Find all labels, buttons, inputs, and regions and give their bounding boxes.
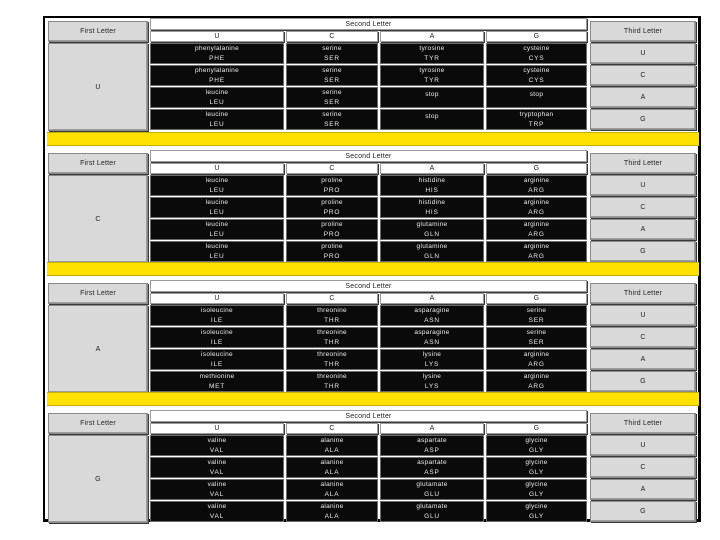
- amino-acid-abbreviation: ASP: [424, 446, 440, 454]
- amino-acid-abbreviation: THR: [324, 382, 340, 390]
- codon-cell: [486, 109, 587, 130]
- amino-acid-name: isoleucine: [201, 306, 233, 314]
- amino-acid-abbreviation: SER: [324, 76, 340, 84]
- codon-cell: [380, 435, 484, 456]
- codon-cell: [286, 219, 378, 240]
- amino-acid-abbreviation: PHE: [209, 76, 225, 84]
- amino-acid-abbreviation: SER: [324, 98, 340, 106]
- amino-acid-abbreviation: MET: [208, 382, 226, 390]
- amino-acid-name: arginine: [523, 372, 550, 380]
- amino-acid-abbreviation: TRP: [528, 120, 545, 128]
- amino-acid-abbreviation: ALA: [324, 446, 340, 454]
- codon-cell: [150, 371, 284, 392]
- codon-cell: [380, 501, 484, 522]
- codon-cell: [286, 479, 378, 500]
- codon-cell: [486, 219, 587, 240]
- codon-block-a: [47, 280, 699, 396]
- amino-acid-abbreviation: PHE: [209, 54, 225, 62]
- amino-acid-abbreviation: CYS: [528, 76, 545, 84]
- amino-acid-name: glycine: [525, 480, 548, 488]
- second-letter-base: A: [380, 423, 484, 434]
- amino-acid-abbreviation: VAL: [209, 490, 225, 498]
- third-letter-value: U: [590, 43, 696, 64]
- amino-acid-abbreviation: PRO: [323, 186, 341, 194]
- codon-cell: [150, 87, 284, 108]
- amino-acid-name: histidine: [418, 198, 446, 206]
- third-letter-value: U: [590, 175, 696, 196]
- codon-cell: [150, 43, 284, 64]
- codon-cell: [486, 435, 587, 456]
- amino-acid-abbreviation: THR: [324, 338, 340, 346]
- amino-acid-name: glycine: [525, 458, 548, 466]
- amino-acid-abbreviation: SER: [528, 338, 545, 346]
- separator-band: [47, 132, 699, 146]
- amino-acid-abbreviation: ARG: [528, 208, 545, 216]
- third-letter-value: A: [590, 479, 696, 500]
- codon-cell: [150, 219, 284, 240]
- codon-cell: [380, 87, 484, 108]
- codon-cell: [486, 87, 587, 108]
- codon-cell: [380, 109, 484, 130]
- codon-cell: [150, 175, 284, 196]
- codon-cell: [486, 241, 587, 262]
- codon-cell: [380, 479, 484, 500]
- codon-cell: [150, 65, 284, 86]
- third-letter-value: C: [590, 327, 696, 348]
- amino-acid-name: proline: [321, 220, 343, 228]
- amino-acid-name: tryptophan: [519, 110, 554, 118]
- first-letter-value: G: [48, 435, 148, 523]
- amino-acid-abbreviation: ASN: [424, 316, 440, 324]
- second-letter-base: U: [150, 293, 284, 304]
- third-letter-header: Third Letter: [590, 283, 696, 304]
- third-letter-value: G: [590, 109, 696, 130]
- amino-acid-name: leucine: [205, 242, 229, 250]
- first-letter-header: First Letter: [48, 153, 148, 174]
- third-letter-value: C: [590, 457, 696, 478]
- amino-acid-name: alanine: [320, 502, 344, 510]
- amino-acid-name: leucine: [205, 220, 229, 228]
- codon-cell: [286, 327, 378, 348]
- codon-cell: [286, 435, 378, 456]
- codon-cell: [150, 501, 284, 522]
- amino-acid-name: alanine: [320, 480, 344, 488]
- amino-acid-name: valine: [207, 502, 227, 510]
- amino-acid-abbreviation: TYR: [424, 76, 440, 84]
- codon-cell: [286, 305, 378, 326]
- amino-acid-name: proline: [321, 198, 343, 206]
- third-letter-value: C: [590, 65, 696, 86]
- second-letter-header: Second Letter: [150, 280, 587, 292]
- amino-acid-abbreviation: VAL: [209, 512, 225, 520]
- amino-acid-name: isoleucine: [201, 350, 233, 358]
- codon-cell: [380, 327, 484, 348]
- amino-acid-name: arginine: [523, 242, 550, 250]
- amino-acid-name: serine: [526, 328, 547, 336]
- codon-cell: [380, 371, 484, 392]
- amino-acid-name: threonine: [317, 350, 347, 358]
- third-letter-value: U: [590, 435, 696, 456]
- second-letter-base: G: [486, 293, 587, 304]
- amino-acid-name: glutamine: [416, 242, 448, 250]
- amino-acid-name: alanine: [320, 458, 344, 466]
- amino-acid-name: methionine: [199, 372, 235, 380]
- codon-cell: [286, 43, 378, 64]
- codon-cell: [286, 65, 378, 86]
- amino-acid-name: threonine: [317, 372, 347, 380]
- amino-acid-abbreviation: SER: [528, 316, 545, 324]
- amino-acid-name: stop: [425, 91, 439, 98]
- codon-cell: [286, 501, 378, 522]
- codon-cell: [150, 479, 284, 500]
- amino-acid-name: glutamate: [416, 480, 448, 488]
- amino-acid-name: serine: [322, 110, 342, 118]
- codon-block-u: [47, 18, 699, 134]
- third-letter-value: C: [590, 197, 696, 218]
- second-letter-header: Second Letter: [150, 18, 587, 30]
- amino-acid-abbreviation: GLY: [529, 490, 544, 498]
- amino-acid-abbreviation: LEU: [209, 230, 225, 238]
- amino-acid-abbreviation: PRO: [323, 208, 341, 216]
- amino-acid-abbreviation: LEU: [209, 252, 225, 260]
- codon-cell: [486, 501, 587, 522]
- amino-acid-name: stop: [529, 91, 544, 98]
- second-letter-base: G: [486, 163, 587, 174]
- amino-acid-name: leucine: [205, 176, 229, 184]
- amino-acid-abbreviation: ILE: [210, 360, 224, 368]
- amino-acid-abbreviation: ILE: [210, 316, 224, 324]
- codon-cell: [486, 349, 587, 370]
- amino-acid-name: asparagine: [414, 328, 450, 336]
- amino-acid-name: arginine: [523, 350, 550, 358]
- second-letter-base: A: [380, 293, 484, 304]
- amino-acid-name: tyrosine: [419, 66, 445, 74]
- codon-cell: [486, 327, 587, 348]
- first-letter-header: First Letter: [48, 413, 148, 434]
- codon-cell: [150, 109, 284, 130]
- amino-acid-name: threonine: [317, 306, 347, 314]
- amino-acid-name: proline: [321, 176, 343, 184]
- third-letter-value: A: [590, 219, 696, 240]
- amino-acid-name: tyrosine: [419, 44, 445, 52]
- amino-acid-name: proline: [321, 242, 343, 250]
- amino-acid-name: aspartate: [417, 436, 447, 444]
- amino-acid-name: phenylalanine: [194, 44, 240, 52]
- second-letter-base: C: [286, 423, 378, 434]
- codon-cell: [486, 457, 587, 478]
- first-letter-value: U: [48, 43, 148, 131]
- amino-acid-abbreviation: GLY: [529, 446, 544, 454]
- amino-acid-abbreviation: PRO: [323, 230, 341, 238]
- amino-acid-abbreviation: TYR: [424, 54, 440, 62]
- codon-cell: [150, 349, 284, 370]
- separator-band: [47, 392, 699, 406]
- codon-cell: [150, 305, 284, 326]
- amino-acid-abbreviation: ALA: [324, 468, 340, 476]
- amino-acid-name: glutamine: [416, 220, 448, 228]
- amino-acid-abbreviation: CYS: [528, 54, 545, 62]
- amino-acid-name: glycine: [525, 436, 548, 444]
- amino-acid-name: glycine: [525, 502, 548, 510]
- codon-cell: [286, 241, 378, 262]
- codon-cell: [486, 43, 587, 64]
- codon-cell: [150, 435, 284, 456]
- amino-acid-abbreviation: GLY: [529, 512, 544, 520]
- codon-cell: [380, 197, 484, 218]
- amino-acid-name: asparagine: [414, 306, 450, 314]
- codon-cell: [380, 305, 484, 326]
- amino-acid-name: valine: [207, 458, 227, 466]
- amino-acid-name: serine: [322, 44, 342, 52]
- amino-acid-name: valine: [207, 480, 227, 488]
- amino-acid-abbreviation: VAL: [209, 468, 225, 476]
- amino-acid-abbreviation: THR: [324, 360, 340, 368]
- amino-acid-name: leucine: [205, 88, 229, 96]
- amino-acid-name: arginine: [523, 198, 550, 206]
- amino-acid-name: lysine: [422, 350, 442, 358]
- amino-acid-name: stop: [425, 113, 439, 120]
- amino-acid-abbreviation: ARG: [528, 382, 545, 390]
- codon-cell: [286, 197, 378, 218]
- codon-cell: [380, 175, 484, 196]
- second-letter-base: C: [286, 163, 378, 174]
- amino-acid-abbreviation: SER: [324, 54, 340, 62]
- amino-acid-name: arginine: [523, 220, 550, 228]
- codon-cell: [380, 219, 484, 240]
- codon-cell: [486, 175, 587, 196]
- amino-acid-abbreviation: LEU: [209, 186, 225, 194]
- amino-acid-name: histidine: [418, 176, 446, 184]
- first-letter-value: C: [48, 175, 148, 263]
- amino-acid-name: cysteine: [523, 66, 550, 74]
- amino-acid-abbreviation: ARG: [528, 252, 545, 260]
- first-letter-header: First Letter: [48, 21, 148, 42]
- codon-cell: [286, 371, 378, 392]
- codon-cell: [486, 371, 587, 392]
- codon-cell: [486, 305, 587, 326]
- amino-acid-name: serine: [322, 66, 342, 74]
- first-letter-header: First Letter: [48, 283, 148, 304]
- amino-acid-abbreviation: GLN: [424, 230, 440, 238]
- amino-acid-abbreviation: PRO: [323, 252, 341, 260]
- codon-cell: [380, 241, 484, 262]
- codon-cell: [286, 349, 378, 370]
- amino-acid-name: leucine: [205, 198, 229, 206]
- codon-cell: [380, 43, 484, 64]
- amino-acid-abbreviation: GLN: [424, 252, 440, 260]
- codon-cell: [150, 197, 284, 218]
- codon-cell: [380, 349, 484, 370]
- amino-acid-abbreviation: HIS: [425, 186, 439, 194]
- amino-acid-abbreviation: GLU: [424, 490, 440, 498]
- amino-acid-name: serine: [322, 88, 342, 96]
- codon-block-g: [47, 410, 699, 526]
- amino-acid-abbreviation: ALA: [324, 512, 340, 520]
- second-letter-base: G: [486, 31, 587, 42]
- amino-acid-name: phenylalanine: [194, 66, 240, 74]
- codon-cell: [150, 457, 284, 478]
- second-letter-base: A: [380, 163, 484, 174]
- amino-acid-abbreviation: ILE: [210, 338, 224, 346]
- amino-acid-abbreviation: ARG: [528, 230, 545, 238]
- third-letter-header: Third Letter: [590, 153, 696, 174]
- third-letter-header: Third Letter: [590, 413, 696, 434]
- third-letter-value: A: [590, 87, 696, 108]
- codon-cell: [486, 197, 587, 218]
- amino-acid-abbreviation: ASP: [424, 468, 440, 476]
- second-letter-base: G: [486, 423, 587, 434]
- amino-acid-abbreviation: ARG: [528, 360, 545, 368]
- second-letter-base: U: [150, 423, 284, 434]
- third-letter-value: G: [590, 241, 696, 262]
- amino-acid-abbreviation: ALA: [324, 490, 340, 498]
- amino-acid-name: threonine: [317, 328, 347, 336]
- amino-acid-abbreviation: THR: [324, 316, 340, 324]
- codon-cell: [286, 109, 378, 130]
- third-letter-value: A: [590, 349, 696, 370]
- amino-acid-name: arginine: [523, 176, 550, 184]
- amino-acid-name: lysine: [422, 372, 442, 380]
- third-letter-value: G: [590, 501, 696, 522]
- second-letter-header: Second Letter: [150, 150, 587, 162]
- codon-cell: [486, 65, 587, 86]
- amino-acid-abbreviation: ARG: [528, 186, 545, 194]
- amino-acid-name: leucine: [205, 110, 229, 118]
- codon-cell: [486, 479, 587, 500]
- codon-cell: [286, 175, 378, 196]
- amino-acid-abbreviation: HIS: [425, 208, 439, 216]
- codon-cell: [150, 241, 284, 262]
- amino-acid-abbreviation: LEU: [209, 98, 225, 106]
- amino-acid-abbreviation: LEU: [209, 120, 225, 128]
- amino-acid-name: glutamate: [416, 502, 448, 510]
- amino-acid-abbreviation: LEU: [209, 208, 225, 216]
- codon-cell: [286, 87, 378, 108]
- amino-acid-name: valine: [207, 436, 227, 444]
- second-letter-base: U: [150, 31, 284, 42]
- amino-acid-abbreviation: VAL: [209, 446, 225, 454]
- second-letter-base: C: [286, 293, 378, 304]
- codon-cell: [380, 457, 484, 478]
- amino-acid-abbreviation: LYS: [424, 360, 440, 368]
- amino-acid-name: serine: [526, 306, 547, 314]
- amino-acid-name: isoleucine: [201, 328, 233, 336]
- amino-acid-abbreviation: ASN: [424, 338, 440, 346]
- codon-block-c: [47, 150, 699, 266]
- third-letter-value: G: [590, 371, 696, 392]
- second-letter-base: C: [286, 31, 378, 42]
- amino-acid-abbreviation: LYS: [424, 382, 440, 390]
- second-letter-header: Second Letter: [150, 410, 587, 422]
- third-letter-header: Third Letter: [590, 21, 696, 42]
- amino-acid-name: aspartate: [417, 458, 447, 466]
- third-letter-value: U: [590, 305, 696, 326]
- second-letter-base: U: [150, 163, 284, 174]
- amino-acid-name: cysteine: [523, 44, 550, 52]
- amino-acid-name: alanine: [320, 436, 344, 444]
- amino-acid-abbreviation: SER: [324, 120, 340, 128]
- codon-cell: [380, 65, 484, 86]
- separator-band: [47, 262, 699, 276]
- second-letter-base: A: [380, 31, 484, 42]
- amino-acid-abbreviation: GLU: [424, 512, 440, 520]
- codon-cell: [150, 327, 284, 348]
- codon-cell: [286, 457, 378, 478]
- amino-acid-abbreviation: GLY: [529, 468, 544, 476]
- first-letter-value: A: [48, 305, 148, 393]
